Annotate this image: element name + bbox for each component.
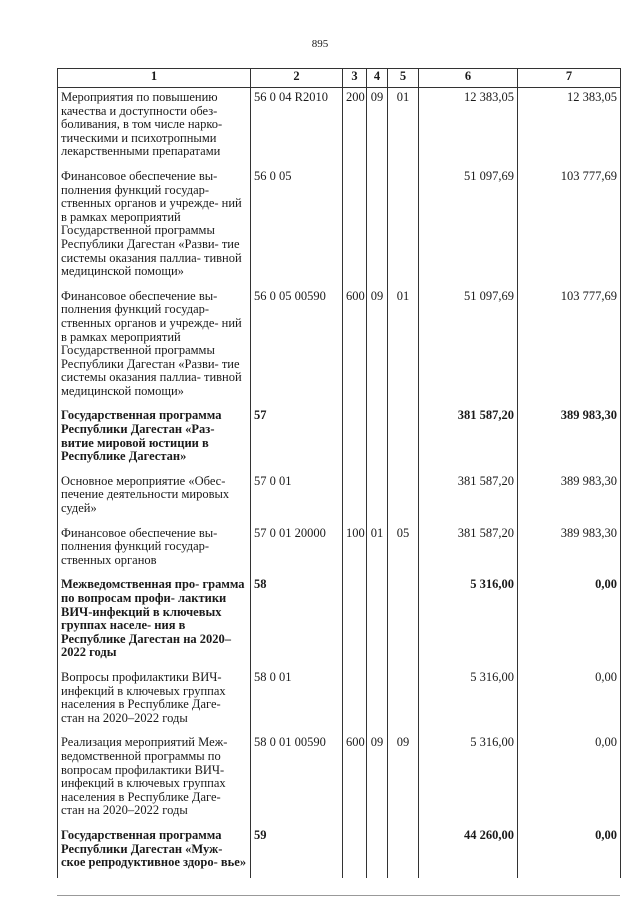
table-row — [58, 472, 621, 524]
row-value-2021-cell: 5 316,00 — [419, 575, 518, 668]
table-row — [58, 668, 621, 733]
row-name-cell: Финансовое обеспечение вы- полнения функций государ- ственных органов и учрежде- ний в рамках мероприятий Государственной программы Республики Дагестан «Разви- тие системы оказания паллиа- тивной медицинской помощи» — [58, 167, 251, 287]
column-header: 1 — [58, 69, 251, 88]
row-value-2022-cell: 389 983,30 — [518, 406, 621, 471]
row-col4-cell — [367, 167, 388, 287]
row-name-cell: Реализация мероприятий Меж- ведомственной программы по вопросам профилактики ВИЧ- инфекций в ключевых группах населения в Республике Даге- стан на 2020–2022 годы — [58, 733, 251, 826]
row-col3-cell: 100 — [343, 524, 367, 576]
row-col5-cell: 01 — [388, 88, 419, 167]
row-name-cell: Основное мероприятие «Обес- печение деятельности мировых судей» — [58, 472, 251, 524]
row-name-cell: Финансовое обеспечение вы- полнения функций государ- ственных органов и учрежде- ний в рамках мероприятий Государственной программы Республики Дагестан «Разви- тие системы оказания паллиа- тивной медицинской помощи» — [58, 287, 251, 407]
row-code-cell: 57 0 01 20000 — [251, 524, 343, 576]
row-col3-cell — [343, 668, 367, 733]
table-header-row — [58, 69, 621, 88]
row-col3-cell — [343, 472, 367, 524]
row-col3-cell: 600 — [343, 287, 367, 407]
row-value-2022-cell: 0,00 — [518, 733, 621, 826]
page-number: 895 — [311, 38, 329, 50]
page-bottom-divider — [57, 895, 620, 896]
row-code-cell: 57 0 01 — [251, 472, 343, 524]
table-body — [58, 88, 621, 878]
row-col4-cell — [367, 472, 388, 524]
row-code-cell: 56 0 05 — [251, 167, 343, 287]
row-name-cell: Финансовое обеспечение вы- полнения функций государ- ственных органов — [58, 524, 251, 576]
row-value-2021-cell: 381 587,20 — [419, 524, 518, 576]
column-header: 2 — [251, 69, 343, 88]
row-value-2022-cell: 389 983,30 — [518, 472, 621, 524]
row-col5-cell: 01 — [388, 287, 419, 407]
row-value-2021-cell: 51 097,69 — [419, 287, 518, 407]
row-value-2021-cell: 12 383,05 — [419, 88, 518, 167]
row-col3-cell: 200 — [343, 88, 367, 167]
row-col5-cell — [388, 167, 419, 287]
row-code-cell: 56 0 05 00590 — [251, 287, 343, 407]
column-header: 5 — [388, 69, 419, 88]
row-col3-cell — [343, 406, 367, 471]
row-col4-cell — [367, 406, 388, 471]
row-value-2021-cell: 381 587,20 — [419, 472, 518, 524]
row-value-2021-cell: 5 316,00 — [419, 733, 518, 826]
row-value-2021-cell: 51 097,69 — [419, 167, 518, 287]
row-name-cell: Мероприятия по повышению качества и доступности обез- боливания, в том числе нарко- тическими и психотропными лекарственными препаратами — [58, 88, 251, 167]
row-col5-cell: 05 — [388, 524, 419, 576]
row-col5-cell — [388, 406, 419, 471]
table-row — [58, 287, 621, 407]
row-col5-cell — [388, 472, 419, 524]
table-row — [58, 733, 621, 826]
row-value-2022-cell: 103 777,69 — [518, 287, 621, 407]
row-code-cell: 56 0 04 R2010 — [251, 88, 343, 167]
row-col4-cell — [367, 826, 388, 878]
row-value-2022-cell: 0,00 — [518, 826, 621, 878]
row-name-cell: Межведомственная про- грамма по вопросам профи- лактики ВИЧ-инфекций в ключевых группах населе- ния в Республике Дагестан на 2020–2022 годы — [58, 575, 251, 668]
row-value-2022-cell: 0,00 — [518, 668, 621, 733]
row-col3-cell — [343, 167, 367, 287]
row-col4-cell: 09 — [367, 287, 388, 407]
row-code-cell: 59 — [251, 826, 343, 878]
row-col5-cell — [388, 826, 419, 878]
row-value-2021-cell: 381 587,20 — [419, 406, 518, 471]
table-row — [58, 167, 621, 287]
budget-table — [57, 68, 621, 878]
row-col3-cell: 600 — [343, 733, 367, 826]
row-value-2021-cell: 5 316,00 — [419, 668, 518, 733]
row-col4-cell — [367, 575, 388, 668]
row-value-2022-cell: 389 983,30 — [518, 524, 621, 576]
row-col4-cell: 09 — [367, 88, 388, 167]
row-name-cell: Государственная программа Республики Дагестан «Муж- ское репродуктивное здоро- вье» — [58, 826, 251, 878]
row-code-cell: 58 0 01 00590 — [251, 733, 343, 826]
table-row — [58, 524, 621, 576]
row-col3-cell — [343, 826, 367, 878]
row-col4-cell: 01 — [367, 524, 388, 576]
table-row — [58, 826, 621, 878]
row-col5-cell — [388, 668, 419, 733]
row-name-cell: Государственная программа Республики Дагестан «Раз- витие мировой юстиции в Республике Дагестан» — [58, 406, 251, 471]
row-col3-cell — [343, 575, 367, 668]
row-value-2021-cell: 44 260,00 — [419, 826, 518, 878]
row-col5-cell: 09 — [388, 733, 419, 826]
table-row — [58, 406, 621, 471]
row-value-2022-cell: 12 383,05 — [518, 88, 621, 167]
row-name-cell: Вопросы профилактики ВИЧ- инфекций в ключевых группах населения в Республике Даге- стан на 2020–2022 годы — [58, 668, 251, 733]
row-col5-cell — [388, 575, 419, 668]
row-value-2022-cell: 0,00 — [518, 575, 621, 668]
column-header: 3 — [343, 69, 367, 88]
table-row — [58, 88, 621, 167]
row-code-cell: 58 0 01 — [251, 668, 343, 733]
row-code-cell: 57 — [251, 406, 343, 471]
row-col4-cell: 09 — [367, 733, 388, 826]
row-value-2022-cell: 103 777,69 — [518, 167, 621, 287]
column-header: 4 — [367, 69, 388, 88]
row-code-cell: 58 — [251, 575, 343, 668]
row-col4-cell — [367, 668, 388, 733]
column-header: 7 — [518, 69, 621, 88]
column-header: 6 — [419, 69, 518, 88]
table-row — [58, 575, 621, 668]
